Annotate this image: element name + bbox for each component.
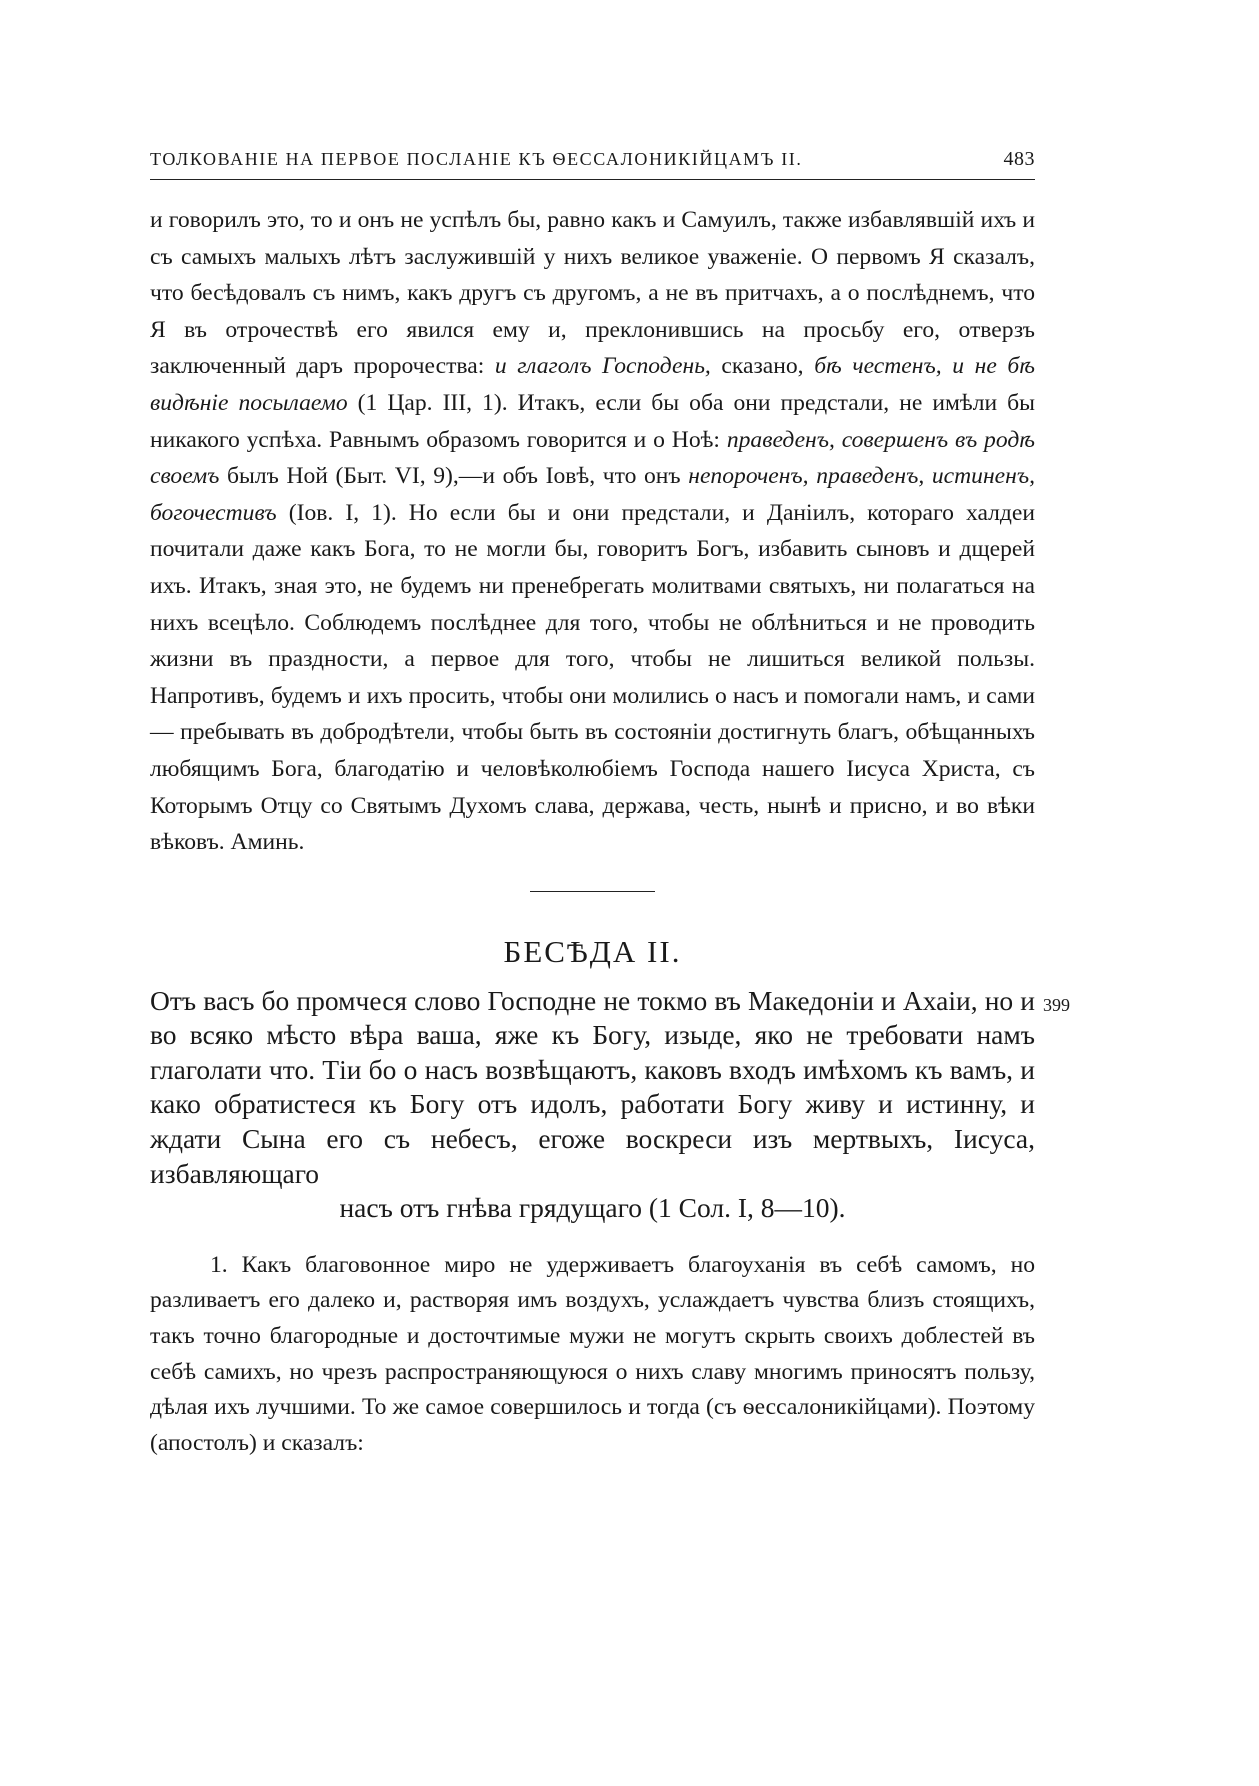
text-run: (1 Цар. III, 1). Итакъ, если бы оба они предстали, не имѣли бы никакого успѣха. Равнымъ образомъ говорится и о Ноѣ: bbox=[150, 389, 1035, 453]
book-page bbox=[150, 148, 1070, 1461]
margin-page-number: 399 bbox=[1043, 994, 1070, 1015]
epigraph bbox=[150, 984, 1070, 1226]
continued-text bbox=[150, 202, 1035, 861]
scripture-quote: праведенъ, совершенъ въ родѣ своемъ bbox=[150, 426, 1035, 490]
scripture-quote: непороченъ, праведенъ, истиненъ, богочестивъ bbox=[150, 463, 1035, 526]
scripture-quote: и глаголъ Господень, bbox=[494, 353, 711, 380]
epigraph-text: Отъ васъ бо промчеся слово Господне не токмо въ Македоніи и Ахаіи, но и во всяко мѣсто вѣра ваша, яже къ Богу, изыде, яко не требовати намъ глаголати что. Тіи бо о насъ возвѣщаютъ, каковъ входъ имѣхомъ къ вамъ, и како обратистеся къ Богу отъ идолъ, работати Богу живу и истинну, и ждати Сына его съ небесъ, егоже воскреси изъ мертвыхъ, Іисуса, избавляющаго bbox=[150, 984, 1035, 1189]
continued-paragraph bbox=[150, 202, 1035, 861]
running-head bbox=[150, 148, 1035, 180]
sermon-heading: БЕСѢДА II. bbox=[503, 933, 682, 969]
text-run: сказано, bbox=[710, 353, 815, 380]
running-head-title: ТОЛКОВАНІЕ НА ПЕРВОЕ ПОСЛАНІЕ КЪ ѲЕССАЛОНИКІЙЦАМЪ II. bbox=[150, 149, 803, 169]
text-run: (Іов. I, 1). Но если бы и они предстали, и Даніилъ, котораго халдеи почитали даже какъ Бога, то не могли бы, говоритъ Богъ, избавить сыновъ и дщерей ихъ. Итакъ, зная это, не будемъ ни пренебрегать молитвами святыхъ, ни полагаться на нихъ всецѣло. Соблюдемъ послѣднее для того, чтобы не облѣниться и не проводить жизни въ праздности, а первое для того, чтобы не лишиться великой пользы. Напротивъ, будемъ и ихъ просить, чтобы они молились о насъ и помогали намъ, и сами — пребывать въ добродѣтели, чтобы быть въ состояніи достигнуть благъ, обѣщанныхъ любящимъ Бога, благодатію и человѣколюбіемъ Господа нашего Іисуса Христа, съ Которымъ Отцу со Святымъ Духомъ слава, держава, честь, нынѣ и присно, и во вѣки вѣковъ. Аминь. bbox=[150, 499, 1035, 856]
page-number: 483 bbox=[1003, 148, 1035, 170]
text-run: и говорилъ это, то и онъ не успѣлъ бы, равно какъ и Самуилъ, также избавлявшій ихъ и съ самыхъ малыхъ лѣтъ заслужившій у нихъ великое уваженіе. О первомъ Я сказалъ, что бесѣдовалъ съ нимъ, какъ другъ съ другомъ, а не въ притчахъ, а о послѣднемъ, что Я въ отрочествѣ его явился ему и, преклонившись на просьбу его, отверзъ заключенный даръ пророчества: bbox=[150, 207, 1035, 380]
epigraph-last-line: насъ отъ гнѣва грядущаго (1 Сол. I, 8—10). bbox=[339, 1192, 846, 1224]
text-run: былъ Ной (Быт. VI, 9),—и объ Іовѣ, что онъ bbox=[219, 463, 689, 490]
sermon-paragraph: 1. Какъ благовонное миро не удерживаетъ благоуханія въ себѣ самомъ, но разливаетъ его далеко и, растворяя имъ воздухъ, услаждаетъ чувства близъ стоящихъ, такъ точно благородные и досточтимые мужи не могутъ скрыть своихъ доблестей въ себѣ самихъ, но чрезъ распространяющуюся о нихъ славу многимъ приносятъ пользу, дѣлая ихъ лучшими. То же самое совершилось и тогда (съ ѳессалоникійцами). Поэтому (апостолъ) и сказалъ: bbox=[150, 1251, 1035, 1456]
sermon-text bbox=[150, 1248, 1035, 1462]
scripture-quote: бѣ честенъ, и не бѣ видѣніе посылаемо bbox=[150, 353, 1035, 416]
section-divider bbox=[530, 891, 655, 892]
